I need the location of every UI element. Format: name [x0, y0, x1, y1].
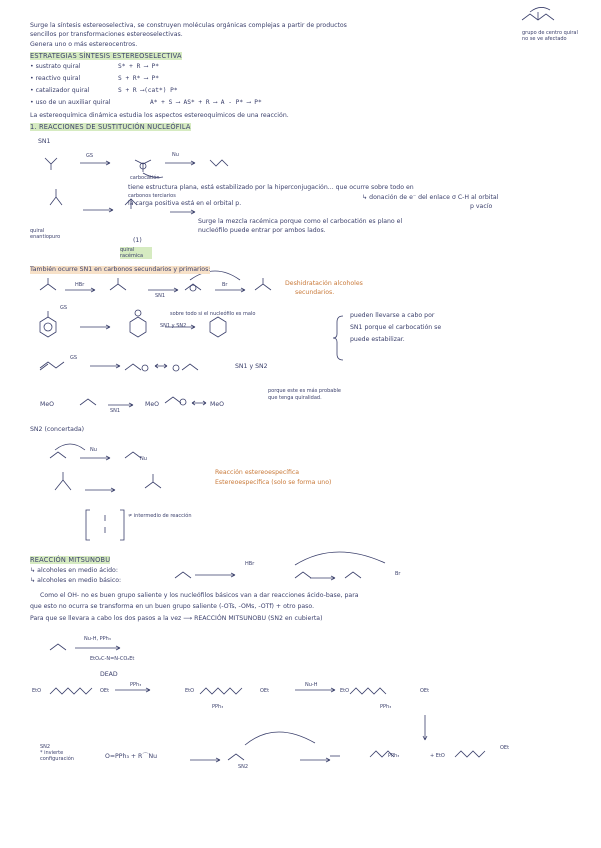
- reagent-2: EtO₂C-N=N-CO₂Et: [90, 656, 135, 662]
- oet-2: OEt: [260, 688, 270, 694]
- nu-label-1: Nu: [172, 152, 179, 158]
- eto-4: + EtO: [430, 753, 445, 759]
- meo-note-2: que tenga quiralidad.: [268, 395, 322, 401]
- gs-label-1: GS: [86, 153, 94, 159]
- mitsunobu-br: Br: [395, 571, 401, 577]
- stable-1: pueden llevarse a cabo por: [350, 312, 435, 319]
- hbr-label: HBr: [75, 282, 85, 288]
- eto-1: EtO: [32, 688, 42, 694]
- racemic-1: Surge la mezcla racémica porque como el carbocatión es plano el: [198, 218, 403, 225]
- allyl-sketch: [40, 362, 198, 371]
- sn1-note-1: tiene estructura plana, está estabilizado por la hiperconjugación... que ocurre sobre todo en: [128, 184, 414, 191]
- strategy-4-equation: A* + S ⟶ AS* + R ⟶ A - P* ⟶ P*: [150, 99, 262, 106]
- meo-middle: MeO: [145, 401, 160, 408]
- eto-2: EtO: [185, 688, 195, 694]
- racemic-label: quiral racémica: [120, 247, 152, 259]
- mitsunobu-basic: ↳ alcoholes en medio básico:: [30, 577, 122, 584]
- gs-label-3: GS: [70, 355, 78, 361]
- sn2-title: SN2 (concertada): [30, 426, 85, 433]
- mitsunobu-p2: que esto no ocurra se transforma en un buen grupo saliente (-OTs, -OMs, -OTf) + otro paso.: [30, 603, 315, 610]
- sn1-label: SN1: [38, 138, 51, 145]
- stereoselective: Estereoespecífica (solo se forma uno): [215, 479, 332, 486]
- meo-note-1: porque este es más probable: [268, 388, 341, 394]
- secondary-title: También ocurre SN1 en carbonos secundarios y primarios:: [30, 266, 211, 273]
- oet-1: OEt: [100, 688, 110, 694]
- sn1-note-2: carbonos terciarios: [128, 193, 176, 199]
- strategy-2-label: • reactivo quiral: [30, 75, 81, 82]
- strategy-1-equation: S* + R ⟶ P*: [118, 63, 159, 70]
- pph3-arrow: PPh₃: [130, 682, 142, 688]
- eto-3: EtO: [340, 688, 350, 694]
- sn2-inv-2: * invierte: [40, 750, 64, 756]
- corner-molecule: [522, 7, 554, 20]
- pph3-4: PPh₃: [388, 753, 400, 759]
- reagent-1: Nu-H, PPh₃: [84, 636, 111, 642]
- strategy-2-equation: S + R* ⟶ P*: [118, 75, 159, 82]
- oet-4: OEt: [500, 745, 510, 751]
- br-label: Br: [222, 282, 228, 288]
- donation-1: ↳ donación de e⁻ del enlace σ C-H al orbital: [362, 194, 499, 201]
- mitsunobu-product: O=PPh₃ + R⌒Nu: [105, 753, 158, 760]
- sn1-sn2-label: SN1 y SN2: [160, 323, 187, 329]
- sn2-inv-1: SN2: [40, 744, 51, 750]
- intro-line-1: Surge la síntesis estereoselectiva, se construyen moléculas orgánicas complejas a partir de productos: [30, 22, 347, 29]
- gs-label-2: GS: [60, 305, 68, 311]
- mitsunobu-p1: Como el OH- no es buen grupo saliente y los nucleófilos básicos van a dar reacciones ácido-base, para: [40, 592, 359, 599]
- ts-label: ≠ intermedio de reacción: [128, 513, 192, 519]
- pph3-2: PPh₃: [212, 704, 224, 710]
- benzyl-note: sobre todo si el nucleófilo es malo: [170, 311, 256, 317]
- nuh-arrow: Nu-H: [305, 682, 318, 688]
- dead-label: DEAD: [100, 671, 118, 678]
- one-label: (1): [133, 237, 142, 244]
- strategies-title: ESTRATEGIAS SÍNTESIS ESTEREOSELECTIVA: [30, 52, 182, 60]
- mitsunobu-acid: ↳ alcoholes en medio ácido:: [30, 567, 118, 574]
- donation-2: p vacío: [470, 203, 493, 210]
- intro-line-2: sencillos por transformaciones estereoselectivas.: [30, 31, 183, 38]
- meo-sketch: [80, 397, 206, 407]
- chiral-pure-label: quiral enantiopuro: [30, 228, 61, 240]
- sn2-inv-3: configuración: [40, 756, 74, 762]
- strategy-1-label: • sustrato quiral: [30, 63, 81, 70]
- mitsunobu-hbr: HBr: [245, 561, 255, 567]
- mitsunobu-title: REACCIÓN MITSUNOBU: [30, 556, 111, 564]
- pph3-3: PPh₃: [380, 704, 392, 710]
- meo-right: MeO: [210, 401, 225, 408]
- sn1-label-3: SN1: [110, 408, 121, 414]
- meo-left: MeO: [40, 401, 55, 408]
- strategy-3-equation: S + R ⟶(cat*) P*: [118, 87, 178, 94]
- sn1-label-2: SN1: [155, 293, 166, 299]
- stereospecific: Reacción estereoespecífica: [215, 469, 300, 476]
- carbocation-label: carbocatión: [130, 175, 160, 181]
- racemic-2: nucleófilo puede entrar por ambos lados.: [198, 227, 326, 234]
- mitsunobu-p3: Para que se llevara a cabo los dos pasos a la vez ⟶ REACCIÓN MITSUNOBU (SN2 en cubierta): [30, 615, 323, 622]
- sn-title: 1. REACCIONES DE SUSTITUCIÓN NUCLEÓFILA: [30, 123, 191, 131]
- strategy-3-label: • catalizador quiral: [30, 87, 90, 94]
- dehydration-1: Deshidratación alcoholes: [285, 280, 363, 287]
- benzyl-sketch: [40, 310, 343, 360]
- strategy-4-label: • uso de un auxiliar quiral: [30, 99, 111, 106]
- stable-3: puede estabilizar.: [350, 336, 405, 343]
- intro-line-3: Genera uno o más estereocentros.: [30, 41, 138, 48]
- oet-3: OEt: [420, 688, 430, 694]
- stable-2: SN1 porque el carbocatión se: [350, 324, 442, 331]
- nu-label-2: Nu: [90, 447, 97, 453]
- stereo-dynamic-line: La estereoquímica dinámica estudia los aspectos estereoquímicos de una reacción.: [30, 112, 289, 119]
- corner-note: grupo de centro quiral no se ve afectado: [522, 30, 578, 42]
- allyl-label: SN1 y SN2: [235, 363, 268, 370]
- nu-label-3: Nu: [140, 456, 147, 462]
- sn2-label-b: SN2: [238, 764, 249, 770]
- sn1-note-3: la carga positiva está en el orbital p.: [128, 200, 242, 207]
- dehydration-2: secundarios.: [295, 289, 335, 296]
